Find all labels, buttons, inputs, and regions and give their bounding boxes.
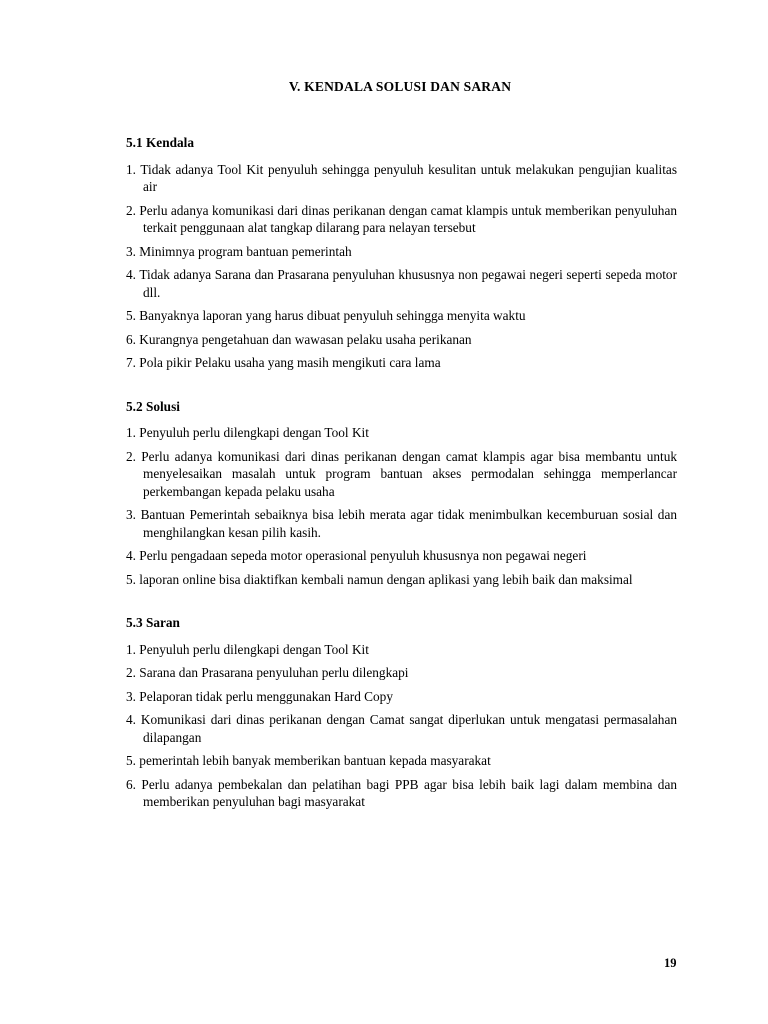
list-item: 4. Perlu pengadaan sepeda motor operasional penyuluh khususnya non pegawai negeri (126, 548, 587, 563)
list-item: 2. Sarana dan Prasarana penyuluhan perlu dilengkapi (126, 665, 409, 680)
section-kendala (126, 134, 677, 372)
list-item: 5. pemerintah lebih banyak memberikan bantuan kepada masyarakat (126, 753, 491, 768)
kendala-list (126, 161, 677, 372)
list-item: 3. Minimnya program bantuan pemerintah (126, 243, 352, 259)
section-heading: 5.1 Kendala (126, 135, 194, 150)
list-item: 6. Perlu adanya pembekalan dan pelatihan bagi PPB agar bisa lebih baik lagi dalam membina dan memberikan penyuluhan bagi masyarakat (126, 776, 677, 809)
list-item: 7. Pola pikir Pelaku usaha yang masih mengikuti cara lama (126, 355, 441, 370)
list-item: 3. Pelaporan tidak perlu menggunakan Hard Copy (126, 688, 393, 704)
list-item: 1. Penyuluh perlu dilengkapi dengan Tool Kit (126, 425, 369, 440)
list-item: 3. Bantuan Pemerintah sebaiknya bisa lebih merata agar tidak menimbulkan kecemburuan sosial dan menghilangkan kesan pilih kasih. (126, 507, 677, 540)
list-item: 1. Penyuluh perlu dilengkapi dengan Tool Kit (126, 641, 369, 657)
section-heading: 5.2 Solusi (126, 398, 180, 414)
list-item: 4. Tidak adanya Sarana dan Prasarana penyuluhan khususnya non pegawai negeri seperti sepeda motor dll. (126, 267, 677, 300)
page-title: V. KENDALA SOLUSI DAN SARAN (288, 79, 512, 94)
section-saran (126, 614, 677, 811)
solusi-list (126, 424, 677, 588)
list-item: 1. Tidak adanya Tool Kit penyuluh sehingga penyuluh kesulitan untuk melakukan pengujian kualitas air (126, 161, 677, 194)
section-solusi (126, 398, 677, 589)
list-item: 2. Perlu adanya komunikasi dari dinas perikanan dengan camat klampis untuk memberikan penyuluhan terkait penggunaan alat tangkap dilarang para nelayan tersebut (126, 202, 677, 235)
section-heading: 5.3 Saran (126, 615, 180, 630)
list-item: 2. Perlu adanya komunikasi dari dinas perikanan dengan camat klampis agar bisa membantu untuk menyelesaikan masalah untuk program bantuan akses permodalan sehingga memperlancar perkembangan kepada pelaku usaha (126, 448, 677, 499)
document-body (126, 134, 677, 837)
list-item: 6. Kurangnya pengetahuan dan wawasan pelaku usaha perikanan (126, 331, 472, 347)
page-number: 19 (664, 956, 677, 970)
saran-list (126, 641, 677, 811)
list-item: 5. laporan online bisa diaktifkan kembali namun dengan aplikasi yang lebih baik dan maksimal (126, 571, 633, 587)
list-item: 5. Banyaknya laporan yang harus dibuat penyuluh sehingga menyita waktu (126, 308, 526, 323)
list-item: 4. Komunikasi dari dinas perikanan dengan Camat sangat diperlukan untuk mengatasi permasalahan dilapangan (126, 712, 677, 745)
